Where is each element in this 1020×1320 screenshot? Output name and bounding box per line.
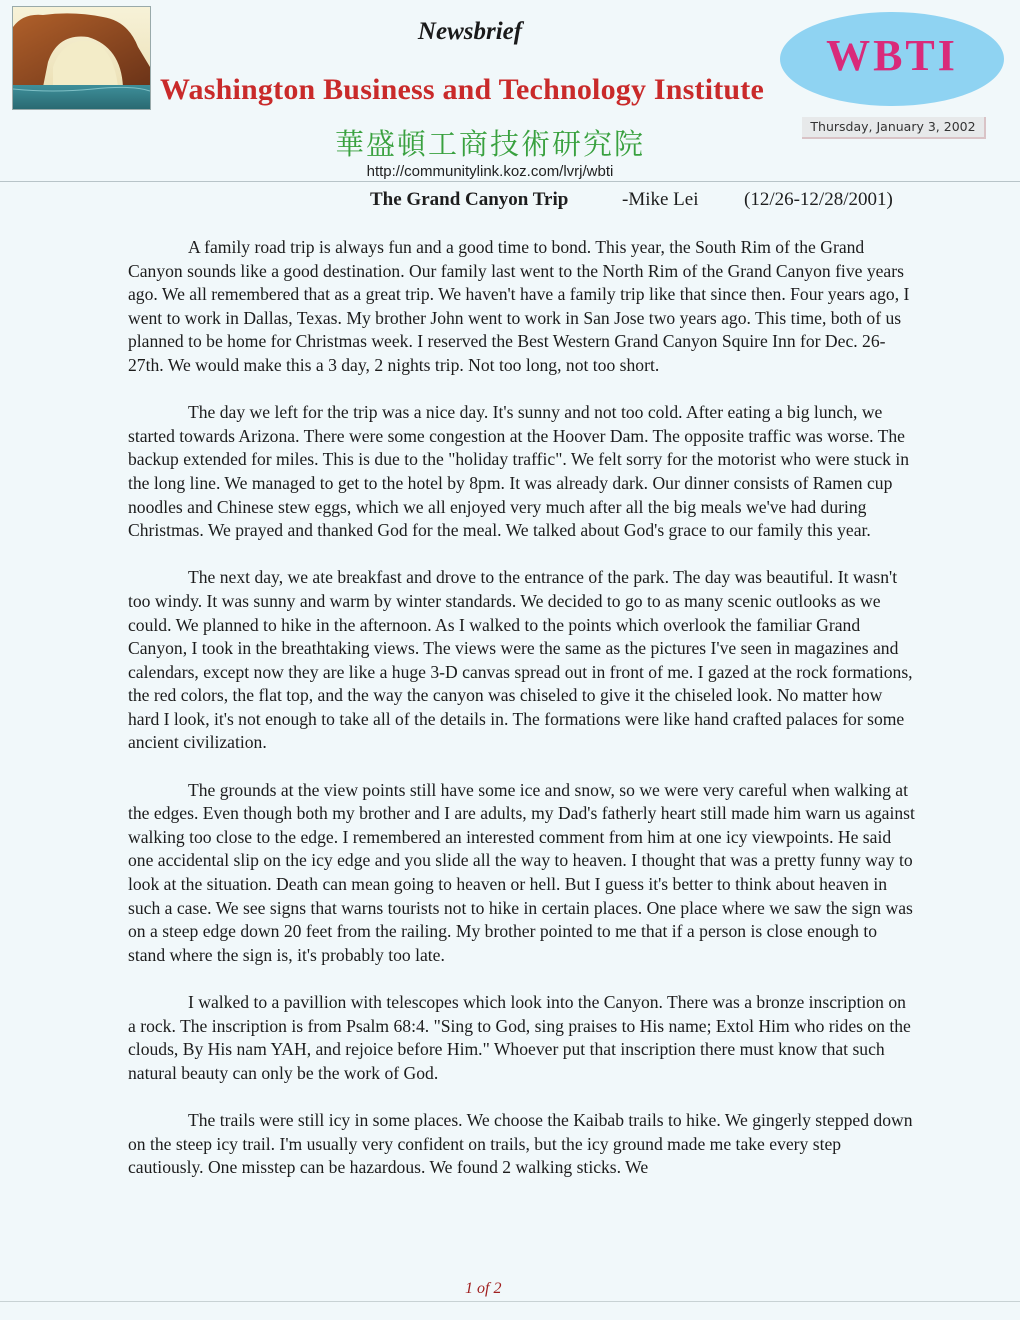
- header-divider: [0, 181, 1020, 182]
- website-url[interactable]: http://communitylink.koz.com/lvrj/wbti: [366, 163, 614, 180]
- article-title: The Grand Canyon Trip: [370, 189, 569, 210]
- paragraph: The trails were still icy in some places. We choose the Kaibab trails to hike. We gingerly stepped down on the steep icy trail. I'm usually very confident on trails, but the icy ground made me take every step cautiously. One misstep can be hazardous. We found 2 walking sticks. We: [128, 1109, 913, 1178]
- footer-divider: [0, 1301, 1020, 1302]
- arch-photo: [12, 6, 151, 110]
- page-number: 1 of 2: [465, 1280, 502, 1297]
- article-title-line: [0, 189, 1020, 215]
- newsbrief-heading: Newsbrief: [417, 18, 523, 45]
- article-body: [128, 236, 918, 1203]
- article-author: -Mike Lei: [622, 189, 699, 210]
- date-badge: Thursday, January 3, 2002: [802, 117, 986, 139]
- paragraph: I walked to a pavillion with telescopes which look into the Canyon. There was a bronze inscription on a rock. The inscription is from Psalm 68:4. "Sing to God, sing praises to His name; Extol Him who rides on the clouds, By His nam YAH, and rejoice before Him." Whoever put that inscription there must know that such natural beauty can only be the work of God.: [128, 992, 911, 1083]
- paragraph: The next day, we ate breakfast and drove to the entrance of the park. The day was beautiful. It wasn't too windy. It was sunny and warm by winter standards. We decided to go to as many scenic outlooks as we could. We planned to hike in the afternoon. As I walked to the points which overlook the familiar Grand Canyon, I took in the breathtaking views. The views were the same as the pictures I've seen in magazines and calendars, except now they are like a huge 3-D canvas spread out in front of me. I gazed at the rock formations, the red colors, the flat top, and the way the canyon was chiseled to give it the chiseled look. No matter how hard I look, it's not enough to take all of the details in. The formations were like hand crafted palaces for some ancient civilization.: [128, 567, 913, 753]
- logo-text: WBTI: [826, 31, 958, 80]
- paragraph: The grounds at the view points still have some ice and snow, so we were very careful when walking at the edges. Even though both my brother and I are adults, my Dad's fatherly heart still made him warn us against walking too close to the edge. I remembered an interested comment from him at one icy viewpoints. He said one accidental slip on the icy edge and you slide all the way to heaven. I thought that was a pretty funny way to look at the situation. Death can mean going to heaven or hell. But I guess it's better to think about heaven in such a case. We see signs that warns tourists not to hike in certain places. One place where we saw the sign was on a steep edge down 20 feet from the railing. My brother pointed to me that if a person is close enough to stand where the sign is, it's probably too late.: [128, 779, 915, 965]
- paragraph: The day we left for the trip was a nice day. It's sunny and not too cold. After eating a big lunch, we started towards Arizona. There were some congestion at the Hoover Dam. The opposite traffic was worse. The backup extended for miles. This is due to the "holiday traffic". We felt sorry for the motorist who were stuck in the long line. We managed to get to the hotel by 8pm. It was already dark. Our dinner consists of Ramen cup noodles and Chinese stew eggs, which we all enjoyed very much after all the big meals we've had during Christmas. We prayed and thanked God for the meal. We talked about God's grace to our family this year.: [128, 402, 910, 541]
- institute-name-chinese: 華盛頓工商技術研究院: [334, 127, 645, 161]
- institute-name: Washington Business and Technology Institute: [160, 73, 765, 106]
- article-dates: (12/26-12/28/2001): [744, 189, 893, 210]
- paragraph: A family road trip is always fun and a good time to bond. This year, the South Rim of the Grand Canyon sounds like a good destination. Our family last went to the North Rim of the Grand Canyon five years ago. We all remembered that as a great trip. We haven't have a family trip like that since then. Four years ago, I went to work in Dallas, Texas. My brother John went to work in San Jose two years ago. This time, both of us planned to be home for Christmas week. I reserved the Best Western Grand Canyon Squire Inn for Dec. 26-27th. We would make this a 3 day, 2 nights trip. Not too long, not too short.: [128, 237, 910, 375]
